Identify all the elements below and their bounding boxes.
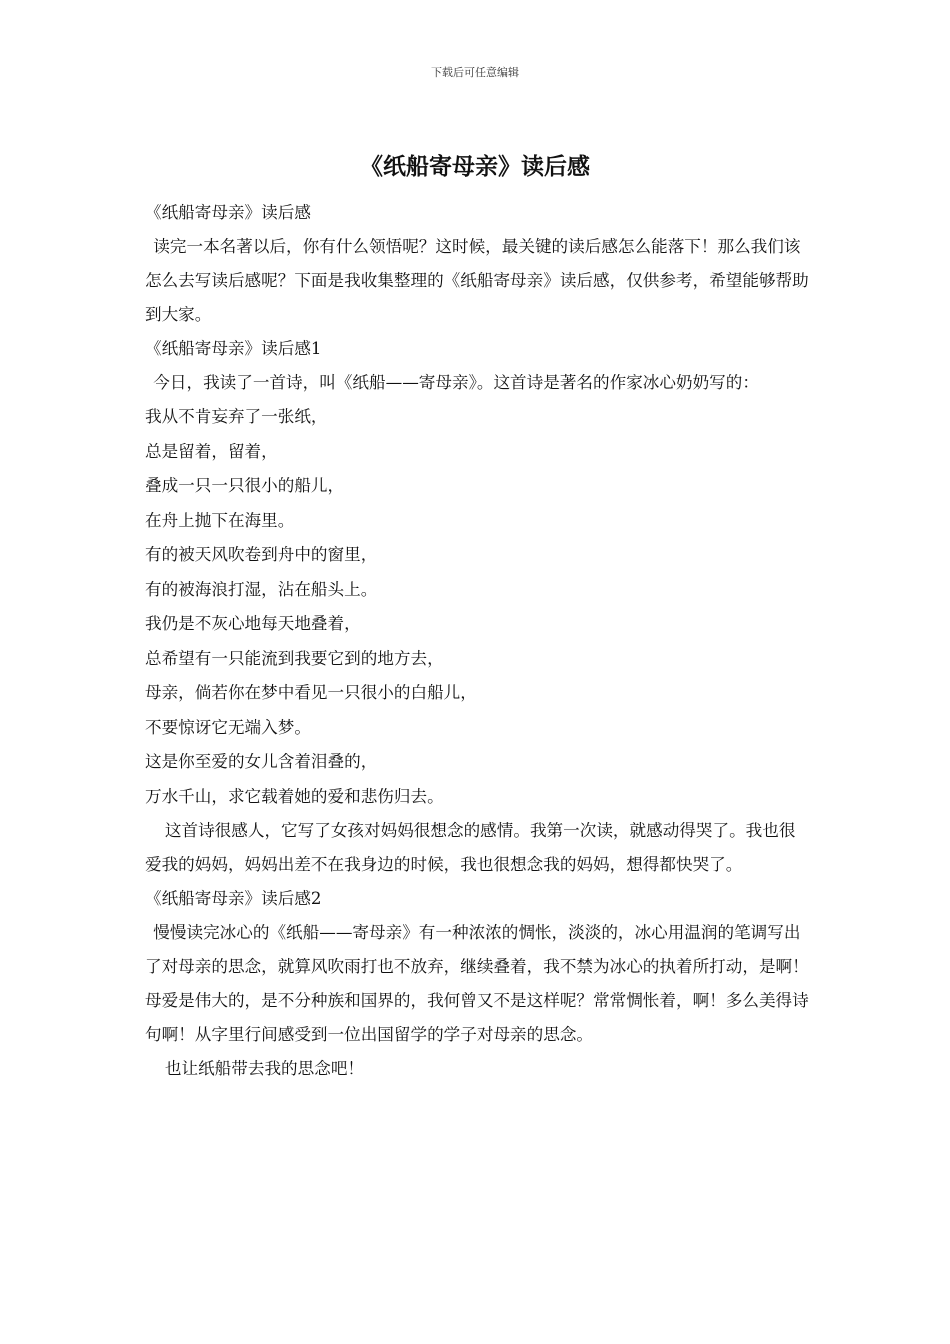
document-title: 《纸船寄母亲》读后感 (360, 153, 590, 180)
section1-reflection-paragraph: 这首诗很感人，它写了女孩对妈妈很想念的感情。我第一次读，就感动得哭了。我也很爱我的妈妈，妈妈出差不在我身边的时候，我也很想念我的妈妈，想得都快哭了。 (145, 821, 796, 874)
poem-line: 在舟上抛下在海里。 (145, 510, 295, 530)
section1-heading: 《纸船寄母亲》读后感1 (145, 339, 322, 358)
section1-intro-paragraph: 今日，我读了一首诗，叫《纸船——寄母亲》。这首诗是著名的作家冰心奶奶写的： (153, 373, 759, 392)
section2-body-paragraph: 慢慢读完冰心的《纸船——寄母亲》有一种浓浓的惆怅，淡淡的，冰心用温润的笔调写出了对母亲的思念，就算风吹雨打也不放弃，继续叠着，我不禁为冰心的执着所打动，是啊！母爱是伟大的，是不分种族和国界的，我何曾又不是这样呢？常常惆怅着，啊！多么美得诗句啊！从字里行间感受到一位出国留学的学子对母亲的思念。 (145, 923, 809, 1044)
section2-heading: 《纸船寄母亲》读后感2 (145, 889, 322, 908)
poem-line: 万水千山，求它载着她的爱和悲伤归去。 (145, 786, 444, 806)
poem-line: 有的被海浪打湿，沾在船头上。 (145, 579, 378, 599)
section2-closing-paragraph: 也让纸船带去我的思念吧！ (164, 1059, 365, 1078)
poem-line: 总是留着，留着， (145, 441, 278, 461)
poem-line: 我仍是不灰心地每天地叠着， (145, 614, 361, 633)
poem-line: 叠成一只一只很小的船儿， (145, 476, 345, 495)
intro-paragraph: 读完一本名著以后，你有什么领悟呢？这时候，最关键的读后感怎么能落下！那么我们该怎么去写读后感呢？下面是我收集整理的《纸船寄母亲》读后感，仅供参考，希望能够帮助到大家。 (145, 237, 809, 324)
page-header-note: 下载后可任意编辑 (431, 66, 519, 79)
poem-line: 不要惊讶它无端入梦。 (145, 717, 311, 737)
poem (145, 400, 810, 814)
poem-line: 我从不肯妄弃了一张纸， (145, 407, 328, 426)
poem-line: 这是你至爱的女儿含着泪叠的， (145, 752, 378, 771)
document-body (145, 196, 810, 1086)
poem-line: 有的被天风吹卷到舟中的窗里， (145, 545, 378, 564)
document-subtitle: 《纸船寄母亲》读后感 (145, 203, 311, 222)
poem-line: 总希望有一只能流到我要它到的地方去， (145, 648, 444, 668)
poem-line: 母亲，倘若你在梦中看见一只很小的白船儿， (145, 683, 477, 702)
